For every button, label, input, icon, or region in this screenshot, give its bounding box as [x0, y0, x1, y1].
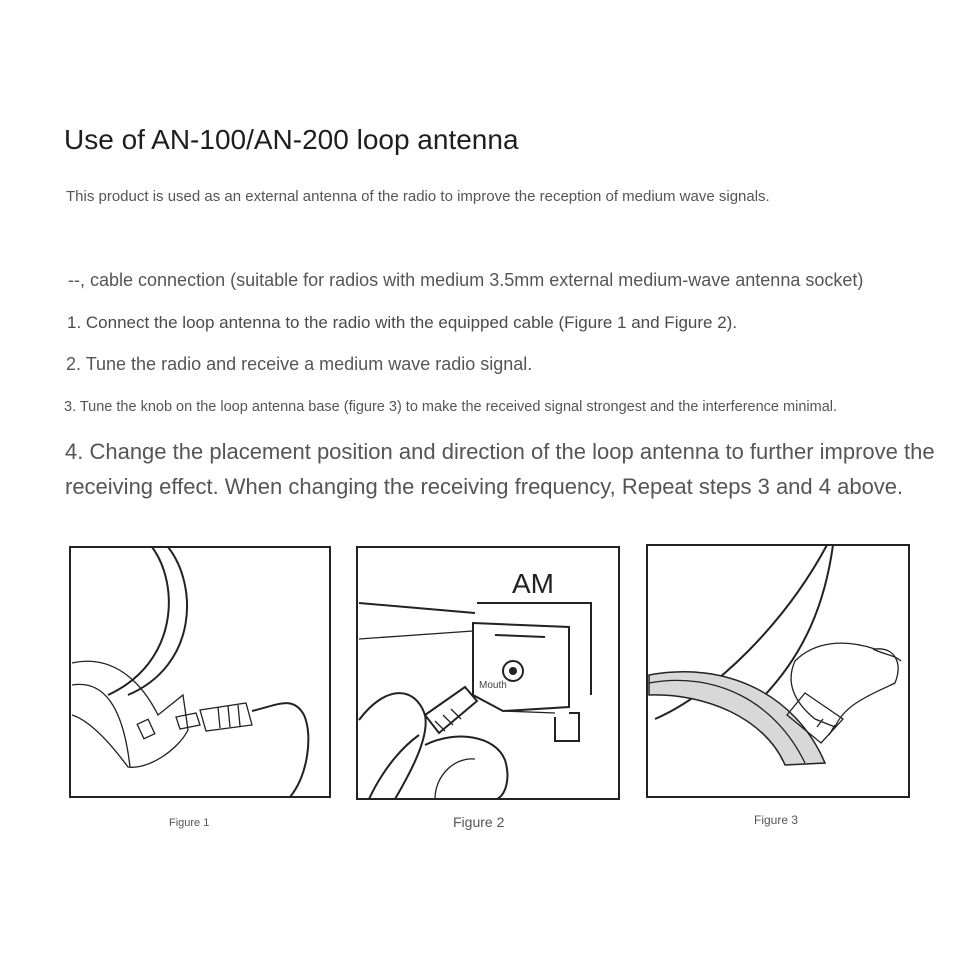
figure-3-illustration [645, 543, 911, 799]
section-heading-cable-connection: --, cable connection (suitable for radios with medium 3.5mm external medium-wave antenna socket) [68, 270, 864, 290]
intro-text: This product is used as an external antenna of the radio to improve the reception of medium wave signals. [66, 188, 770, 205]
step-3: 3. Tune the knob on the loop antenna base (figure 3) to make the received signal strongest and the interference minimal. [64, 399, 838, 415]
am-label: AM [512, 568, 554, 599]
figure-2-illustration [355, 545, 621, 801]
figure-1-illustration [68, 545, 332, 799]
mouth-label: Mouth [479, 680, 507, 691]
figure-3-caption: Figure 3 [754, 813, 799, 827]
step-1: 1. Connect the loop antenna to the radio with the equipped cable (Figure 1 and Figure 2). [67, 313, 738, 332]
page-title: Use of AN-100/AN-200 loop antenna [64, 124, 519, 155]
figure-1-caption: Figure 1 [169, 817, 210, 829]
figure-2-caption: Figure 2 [453, 814, 505, 830]
step-2: 2. Tune the radio and receive a medium wave radio signal. [66, 354, 533, 374]
step-4: 4. Change the placement position and direction of the loop antenna to further improve the receiving effect. When changing the receiving frequency, Repeat steps 3 and 4 above. [65, 439, 935, 499]
